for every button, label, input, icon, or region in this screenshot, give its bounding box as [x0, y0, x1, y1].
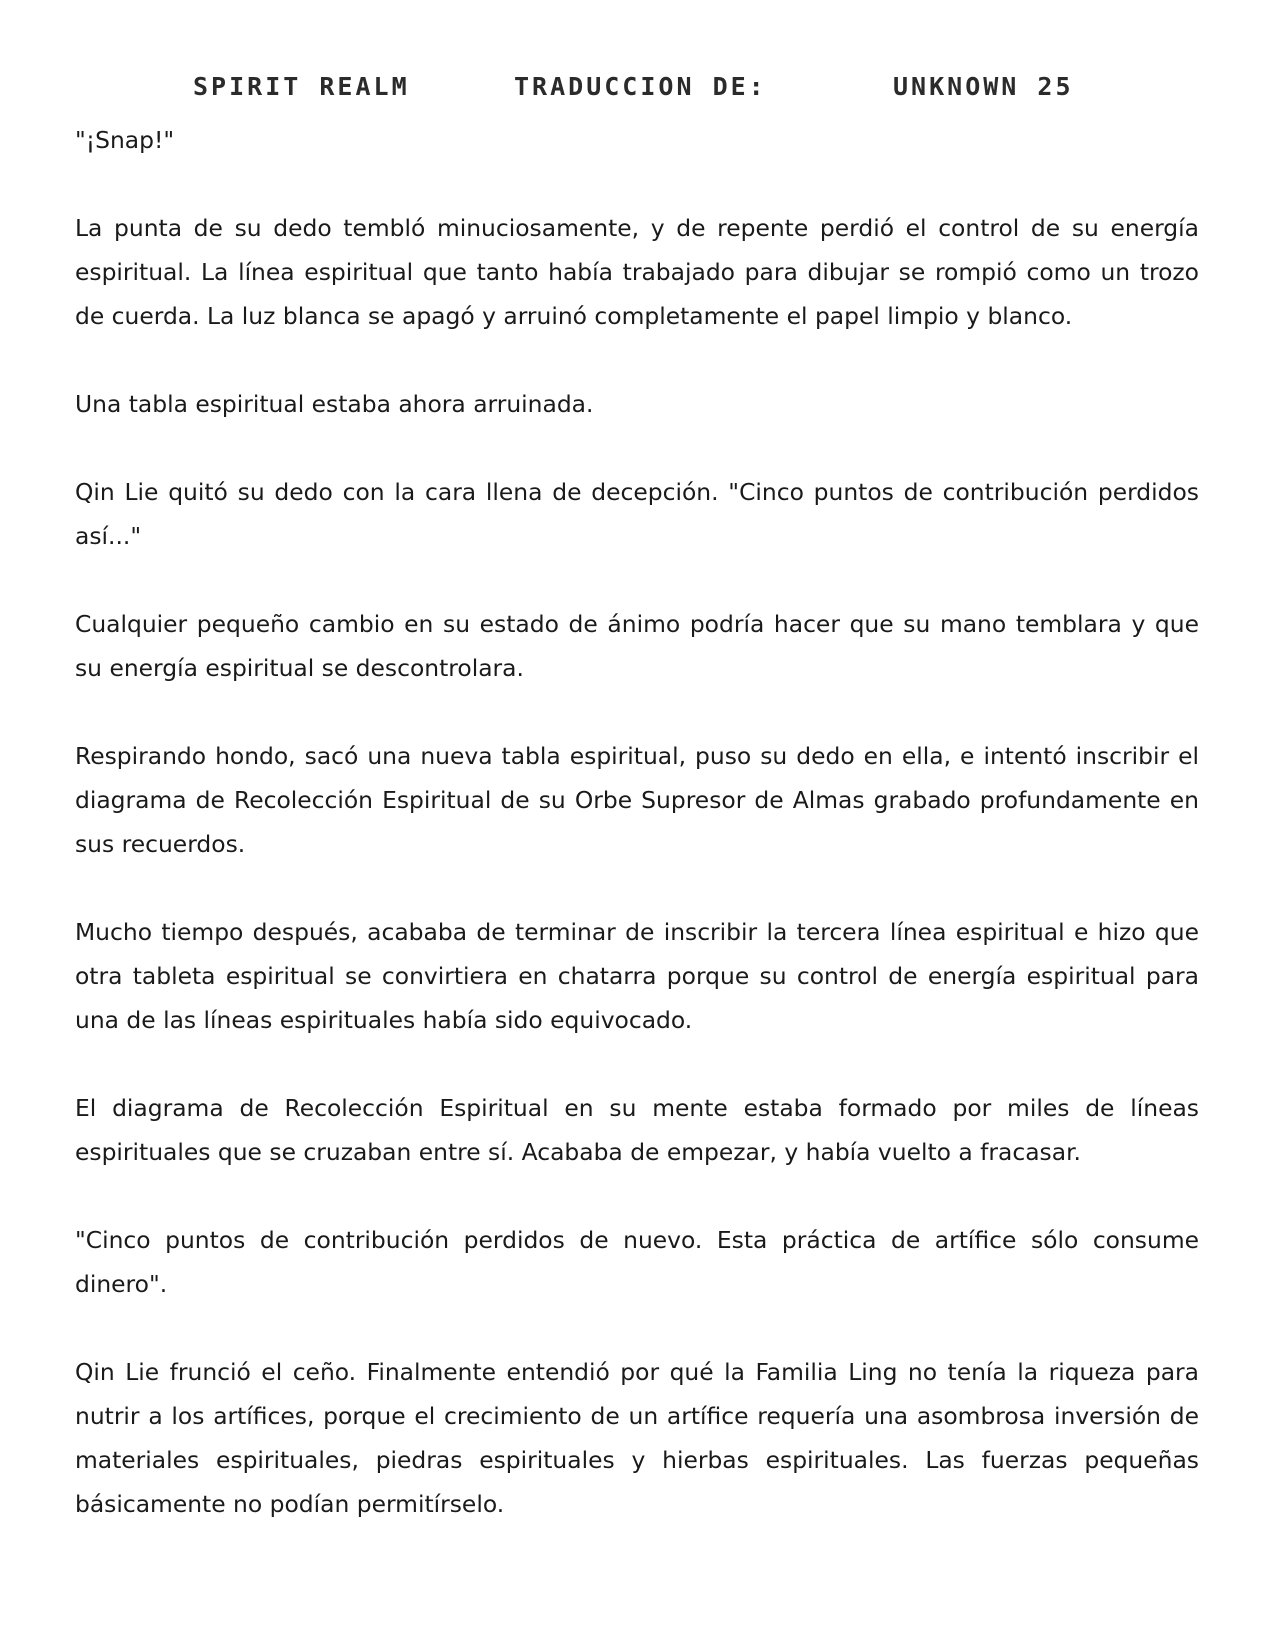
paragraph: El diagrama de Recolección Espiritual en su mente estaba formado por miles de líneas espirituales que se cruzaban entre sí. Acababa de empezar, y había vuelto a fracasar.: [75, 1094, 1199, 1166]
paragraph: La punta de su dedo tembló minuciosamente, y de repente perdió el control de su energía espiritual. La línea espiritual que tanto había trabajado para dibujar se rompió como un trozo de cuerda. La luz blanca se apagó y arruinó completamente el papel limpio y blanco.: [75, 214, 1199, 330]
header-translator: UNKNOWN 25: [893, 72, 1074, 101]
header-translation-label: TRADUCCION DE:: [514, 72, 767, 101]
paragraph: "¡Snap!": [75, 126, 175, 154]
paragraph: Mucho tiempo después, acababa de terminar de inscribir la tercera línea espiritual e hizo que otra tableta espiritual se convirtiera en chatarra porque su control de energía espiritual para una de las líneas espirituales había sido equivocado.: [75, 918, 1199, 1034]
paragraph: Qin Lie quitó su dedo con la cara llena de decepción. "Cinco puntos de contribución perdidos así...": [75, 478, 1199, 550]
document-body: [75, 118, 1199, 1526]
page-header: [0, 72, 1275, 106]
paragraph: Cualquier pequeño cambio en su estado de ánimo podría hacer que su mano temblara y que su energía espiritual se descontrolara.: [75, 610, 1199, 682]
paragraph: Qin Lie frunció el ceño. Finalmente entendió por qué la Familia Ling no tenía la riqueza para nutrir a los artífices, porque el crecimiento de un artífice requería una asombrosa inversión de materiales espirituales, piedras espirituales y hierbas espirituales. Las fuerzas pequeñas básicamente no podían permitírselo.: [75, 1358, 1199, 1518]
paragraph: Respirando hondo, sacó una nueva tabla espiritual, puso su dedo en ella, e intentó inscribir el diagrama de Recolección Espiritual de su Orbe Supresor de Almas grabado profundamente en sus recuerdos.: [75, 742, 1199, 858]
paragraph: Una tabla espiritual estaba ahora arruinada.: [75, 390, 594, 418]
header-title: SPIRIT REALM: [193, 72, 410, 101]
paragraph: "Cinco puntos de contribución perdidos de nuevo. Esta práctica de artífice sólo consume dinero".: [75, 1226, 1199, 1298]
